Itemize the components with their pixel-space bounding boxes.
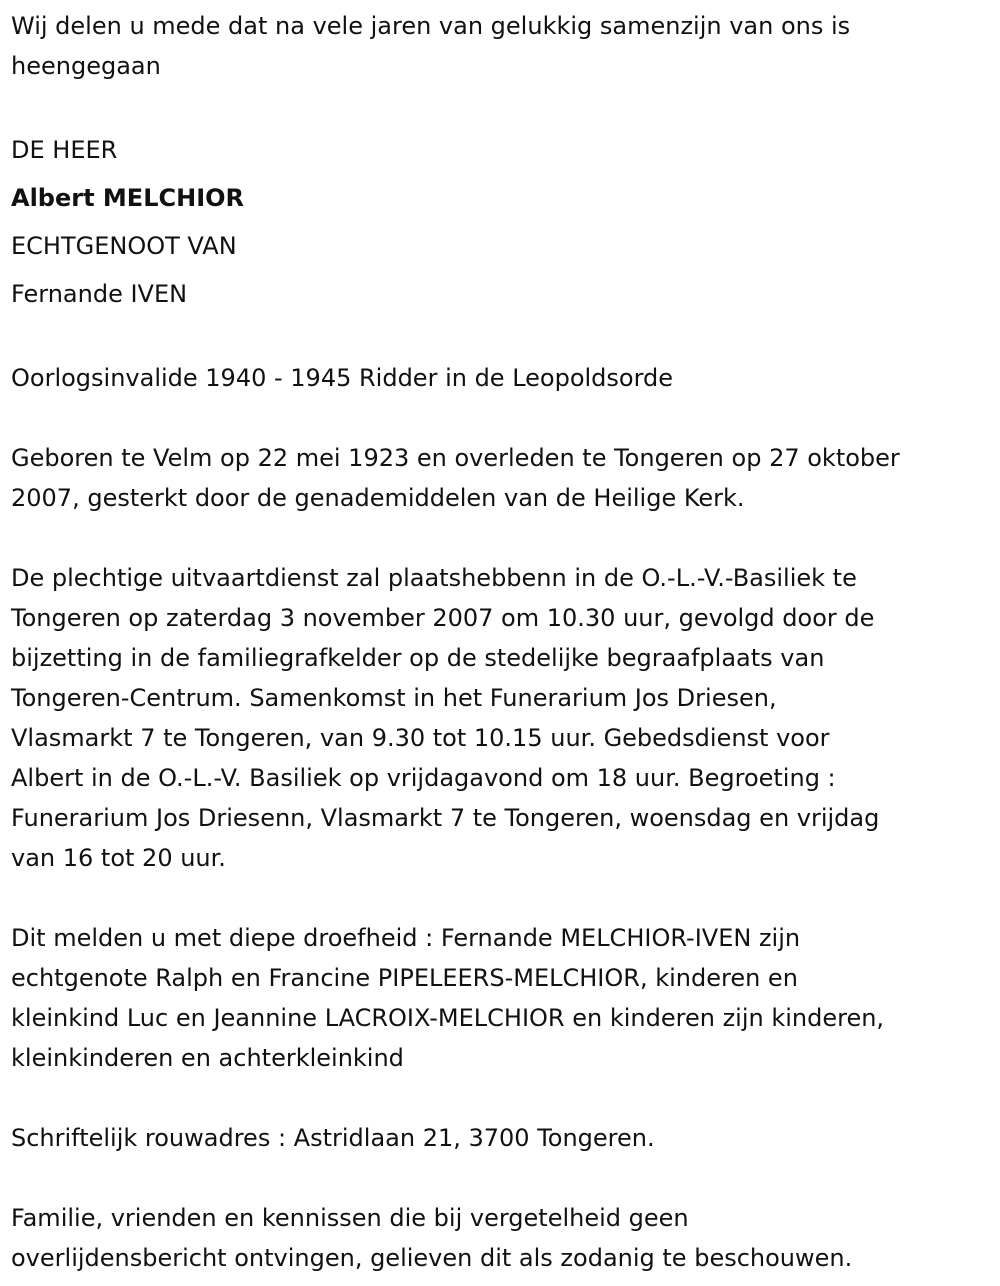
- text-line: heengegaan: [11, 52, 161, 80]
- deceased-name: Albert MELCHIOR: [11, 184, 245, 212]
- text-line: echtgenote Ralph en Francine PIPELEERS-MELCHIOR, kinderen en: [11, 964, 798, 992]
- text-line: Funerarium Jos Driesenn, Vlasmarkt 7 te Tongeren, woensdag en vrijdag: [11, 804, 880, 832]
- text-line: overlijdensbericht ontvingen, gelieven dit als zodanig te beschouwen.: [11, 1244, 853, 1272]
- text-line: Dit melden u met diepe droefheid : Fernande MELCHIOR-IVEN zijn: [11, 924, 801, 952]
- text-line: Tongeren-Centrum. Samenkomst in het Funerarium Jos Driesen,: [11, 684, 777, 712]
- text-line: kleinkind Luc en Jeannine LACROIX-MELCHIOR en kinderen zijn kinderen,: [11, 1004, 885, 1032]
- text-line: Vlasmarkt 7 te Tongeren, van 9.30 tot 10.15 uur. Gebedsdienst voor: [11, 724, 830, 752]
- mourning-address: Schriftelijk rouwadres : Astridlaan 21, 3700 Tongeren.: [11, 1124, 655, 1152]
- text-line: van 16 tot 20 uur.: [11, 844, 226, 872]
- text-line: Geboren te Velm op 22 mei 1923 en overleden te Tongeren op 27 oktober: [11, 444, 900, 472]
- honours: Oorlogsinvalide 1940 - 1945 Ridder in de Leopoldsorde: [11, 364, 674, 392]
- text-line: Wij delen u mede dat na vele jaren van gelukkig samenzijn van ons is: [11, 12, 851, 40]
- birth-death-paragraph: [11, 438, 1000, 518]
- intro-paragraph: [11, 6, 1000, 86]
- text-line: De plechtige uitvaartdienst zal plaatshebbenn in de O.-L.-V.-Basiliek te: [11, 564, 857, 592]
- spouse-name: Fernande IVEN: [11, 280, 188, 308]
- relation: ECHTGENOOT VAN: [11, 232, 237, 260]
- text-line: Tongeren op zaterdag 3 november 2007 om 10.30 uur, gevolgd door de: [11, 604, 875, 632]
- funeral-paragraph: [11, 558, 1000, 878]
- text-line: bijzetting in de familiegrafkelder op de stedelijke begraafplaats van: [11, 644, 825, 672]
- name-block: [11, 126, 1000, 318]
- text-line: 2007, gesterkt door de genademiddelen van de Heilige Kerk.: [11, 484, 745, 512]
- closing-paragraph: [11, 1198, 1000, 1278]
- text-line: Familie, vrienden en kennissen die bij vergetelheid geen: [11, 1204, 689, 1232]
- title: DE HEER: [11, 136, 118, 164]
- text-line: kleinkinderen en achterkleinkind: [11, 1044, 404, 1072]
- family-paragraph: [11, 918, 1000, 1078]
- text-line: Albert in de O.-L.-V. Basiliek op vrijdagavond om 18 uur. Begroeting :: [11, 764, 836, 792]
